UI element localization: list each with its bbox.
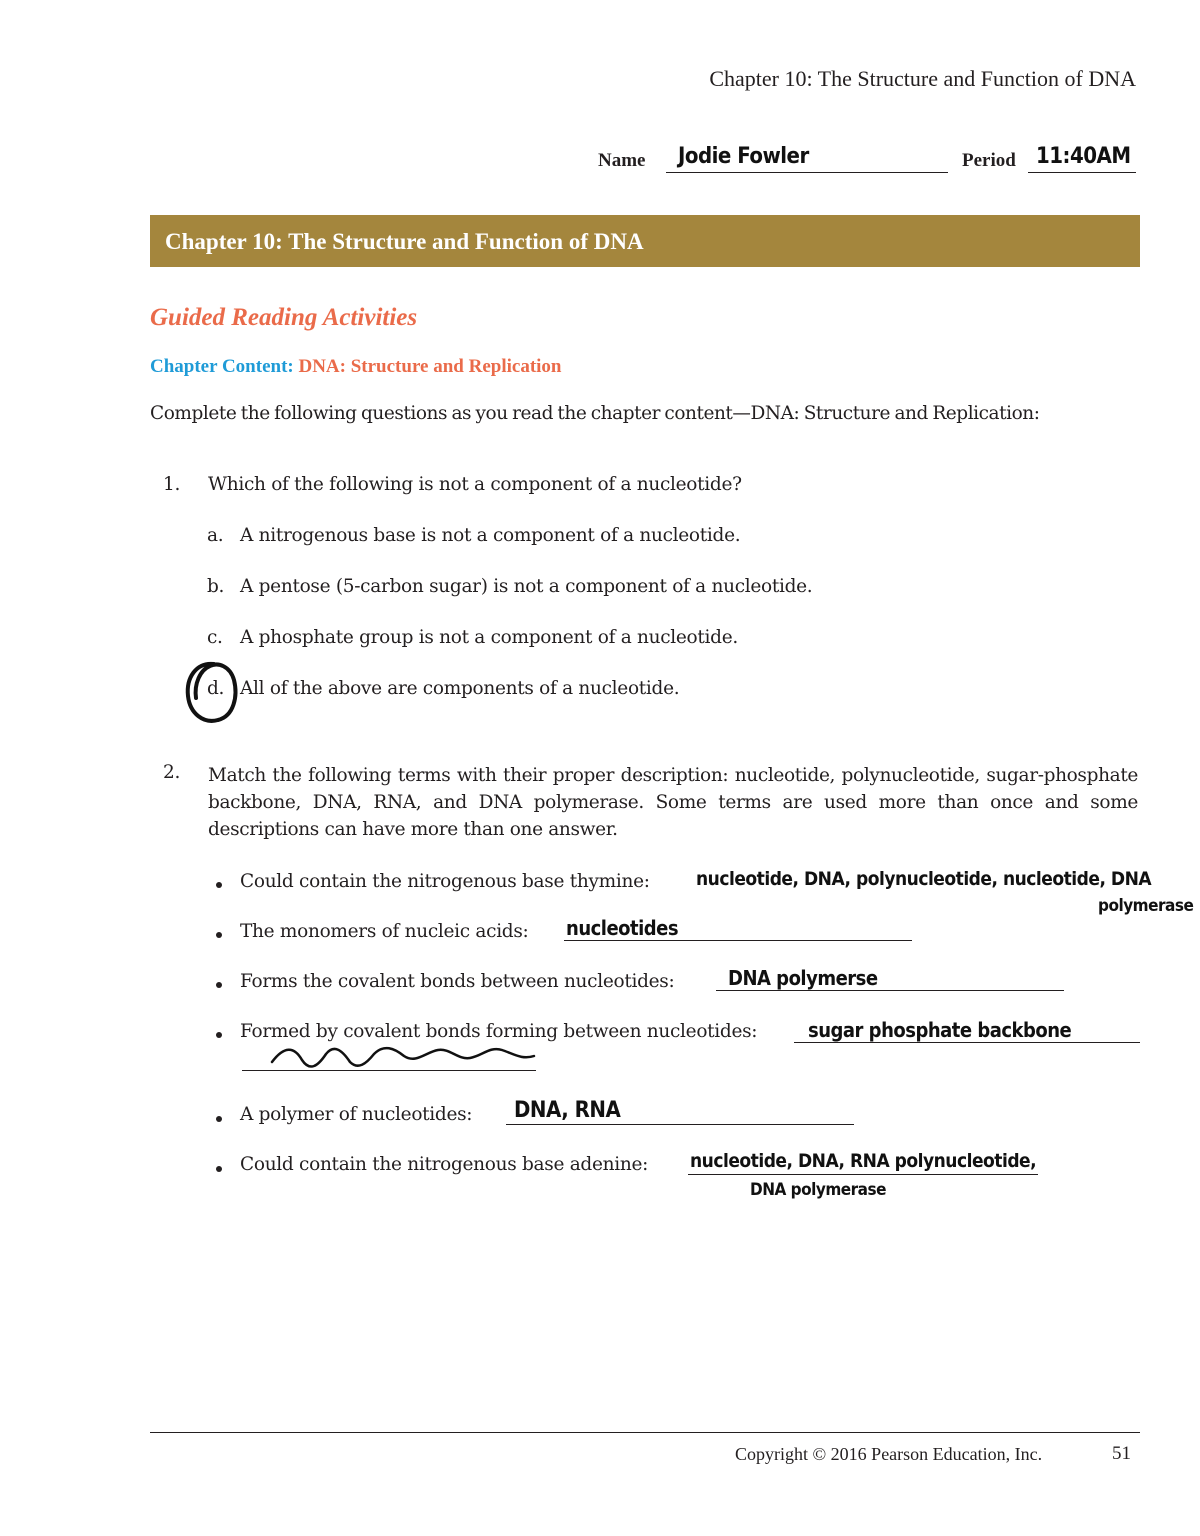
bullet-dot <box>216 932 222 938</box>
name-label: Name <box>598 150 646 171</box>
answer-underline <box>564 940 912 941</box>
q1-option-c-text: A phosphate group is not a component of a nucleotide. <box>240 627 738 648</box>
bullet-dot <box>216 1166 222 1172</box>
copyright-notice: Copyright © 2016 Pearson Education, Inc. <box>735 1444 1043 1464</box>
q1-option-d-text: All of the above are components of a nucleotide. <box>240 678 680 699</box>
q2-item-polymer-answer: DNA, RNA <box>514 1098 621 1123</box>
period-handwritten: 11:40AM <box>1036 144 1131 169</box>
q2-item-thymine-answer: nucleotide, DNA, polynucleotide, nucleotide, DNA <box>696 868 1152 890</box>
q2-item-polymer-prompt: A polymer of nucleotides: <box>240 1104 473 1125</box>
answer-underline <box>794 1042 1140 1043</box>
period-label: Period <box>962 150 1016 171</box>
q1-option-a-text: A nitrogenous base is not a component of a nucleotide. <box>240 525 741 546</box>
q2-item-monomers-prompt: The monomers of nucleic acids: <box>240 921 529 942</box>
q2-item-formed-by-bonds-prompt: Formed by covalent bonds forming between nucleotides: <box>240 1021 758 1042</box>
intro-instructions: Complete the following questions as you read the chapter content—DNA: Structure and Replication: <box>150 403 1040 424</box>
page-number: 51 <box>1112 1443 1131 1464</box>
bullet-dot <box>216 1032 222 1038</box>
answer-underline <box>688 1174 1038 1175</box>
chapter-content-topic: DNA: Structure and Replication <box>298 356 562 377</box>
q2-item-adenine-answer: nucleotide, DNA, RNA polynucleotide, <box>690 1150 1037 1172</box>
q2-text: Match the following terms with their proper description: nucleotide, polynucleotide, sugar-phosphate backbone, DNA, RNA, and DNA polymerase. Some terms are used more than once and some descriptions can have more than one answer. <box>208 765 1138 840</box>
footer-rule <box>150 1432 1140 1433</box>
q1-number: 1. <box>163 474 181 495</box>
name-underline <box>666 172 948 173</box>
q2-item-adenine-answer-cont: DNA polymerase <box>750 1180 886 1200</box>
wavy-underline-mark <box>270 1042 540 1072</box>
chapter-content-line <box>150 356 562 378</box>
period-underline <box>1028 172 1136 173</box>
q1-option-c-letter: c. <box>207 627 223 648</box>
q1-option-b-text: A pentose (5-carbon sugar) is not a component of a nucleotide. <box>240 576 813 597</box>
name-handwritten: Jodie Fowler <box>678 144 809 169</box>
q2-item-thymine-prompt: Could contain the nitrogenous base thymine: <box>240 871 650 892</box>
q1-option-b-letter: b. <box>207 576 225 597</box>
bullet-dot <box>216 1116 222 1122</box>
answer-underline <box>716 990 1064 991</box>
q1-option-a-letter: a. <box>207 525 224 546</box>
q1-text: Which of the following is not a component of a nucleotide? <box>208 474 742 495</box>
name-period-line <box>598 142 1138 176</box>
bullet-dot <box>216 982 222 988</box>
bullet-dot <box>216 882 222 888</box>
section-title: Guided Reading Activities <box>150 304 418 331</box>
q2-item-formed-by-bonds-answer: sugar phosphate backbone <box>808 1018 1072 1042</box>
running-head-title: Chapter 10: The Structure and Function of DNA <box>709 66 1136 91</box>
chapter-content-label: Chapter Content: <box>150 356 294 377</box>
answer-circle-mark <box>180 658 244 728</box>
answer-underline <box>506 1124 854 1125</box>
q2-item-forms-bonds-prompt: Forms the covalent bonds between nucleotides: <box>240 971 675 992</box>
q2-item-adenine-prompt: Could contain the nitrogenous base adenine: <box>240 1154 649 1175</box>
q2-item-thymine-answer-cont: polymerase <box>1098 896 1194 916</box>
q2-number: 2. <box>163 762 181 783</box>
q1-option-d-letter: d. <box>207 678 225 699</box>
q2-item-monomers-answer: nucleotides <box>566 916 679 940</box>
chapter-banner: Chapter 10: The Structure and Function of DNA <box>150 215 1140 267</box>
q2-item-forms-bonds-answer: DNA polymerse <box>728 966 878 990</box>
